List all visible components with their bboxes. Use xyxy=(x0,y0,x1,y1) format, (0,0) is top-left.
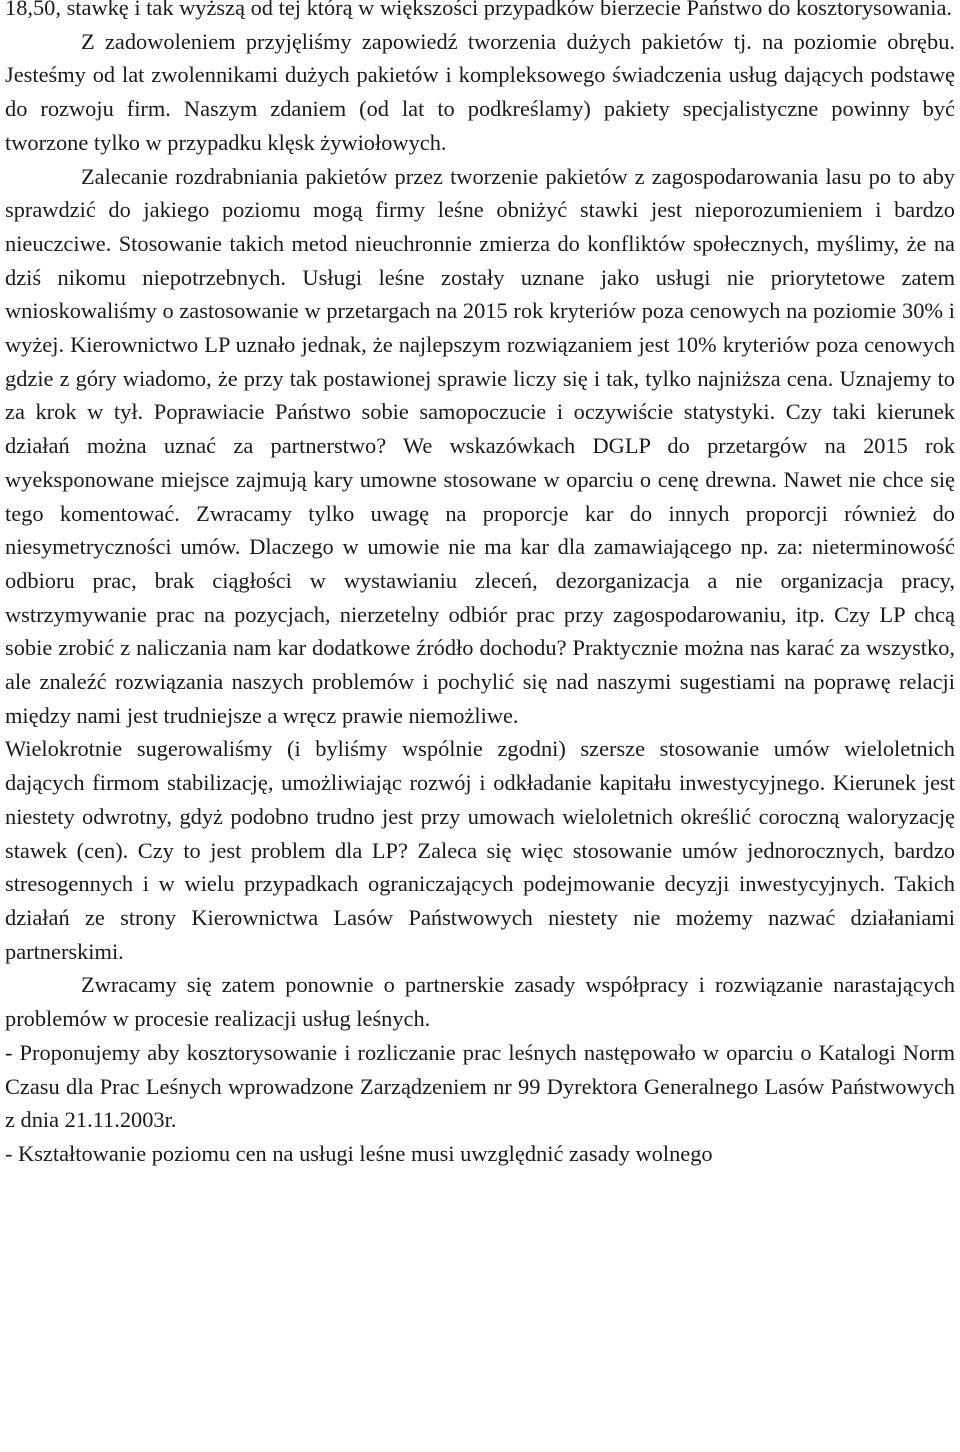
paragraph-2: Z zadowoleniem przyjęliśmy zapowiedź tworzenia dużych pakietów tj. na poziomie obrębu. Jesteśmy od lat zwolennikami dużych pakietów i kompleksowego świadczenia usług dających podstawę do rozwoju firm. Naszym zdaniem (od lat to podkreślamy) pakiety specjalistyczne powinny być tworzone tylko w przypadku klęsk żywiołowych. xyxy=(5,28,955,155)
paragraph-4: Wielokrotnie sugerowaliśmy (i byliśmy wspólnie zgodni) szersze stosowanie umów wieloletnich dających firmom stabilizację, umożliwiając rozwój i odkładanie kapitału inwestycyjnego. Kierunek jest niestety odwrotny, gdyż podobno trudno jest przy umowach wieloletnich określić coroczną waloryzację stawek (cen). Czy to jest problem dla LP? Zaleca się więc stosowanie umów jednorocznych, bardzo stresogennych i w wielu przypadkach ograniczających podejmowanie decyzji inwestycyjnych. Takich działań ze strony Kierownictwa Lasów Państwowych niestety nie możemy nazwać działaniami partnerskimi. xyxy=(5,736,955,964)
paragraph-3: Zalecanie rozdrabniania pakietów przez tworzenie pakietów z zagospodarowania lasu po to aby sprawdzić do jakiego poziomu mogą firmy leśne obniżyć stawki jest nieporozumieniem i bardzo nieuczciwe. Stosowanie takich metod nieuchronnie zmierza do konfliktów społecznych, myślimy, że na dziś nikomu niepotrzebnych. Usługi leśne zostały uznane jako usługi nie priorytetowe zatem wnioskowaliśmy o zastosowanie w przetargach na 2015 rok kryteriów poza cenowych na poziomie 30% i wyżej. Kierownictwo LP uznało jednak, że najlepszym rozwiązaniem jest 10% kryteriów poza cenowych gdzie z góry wiadomo, że przy tak postawionej sprawie liczy się i tak, tylko najniższa cena. Uznajemy to za krok w tył. Poprawiacie Państwo sobie samopoczucie i oczywiście statystyki. Czy taki kierunek działań można uznać za partnerstwo? We wskazówkach DGLP do przetargów na 2015 rok wyeksponowane miejsce zajmują kary umowne stosowane w oparciu o cenę drewna. Nawet nie chce się tego komentować. Zwracamy tylko uwagę na proporcje kar do innych proporcji również do niesymetryczności umów. Dlaczego w umowie nie ma kar dla zamawiającego np. za: nieterminowość odbioru prac, brak ciągłości w wystawianiu zleceń, dezorganizacja a nie organizacja pracy, wstrzymywanie prac na pozycjach, nierzetelny odbiór prac przy zagospodarowaniu, itp. Czy LP chcą sobie zrobić z naliczania nam kar dodatkowe źródło dochodu? Praktycznie można nas karać za wszystko, ale znaleźć rozwiązania naszych problemów i pochylić się nad naszymi sugestiami na poprawę relacji między nami jest trudniejsze a wręcz prawie niemożliwe. xyxy=(5,163,955,728)
paragraph-5: Zwracamy się zatem ponownie o partnerskie zasady współpracy i rozwiązanie narastających problemów w procesie realizacji usług leśnych. xyxy=(5,972,955,1032)
paragraph-1: 18,50, stawkę i tak wyższą od tej którą w większości przypadków bierzecie Państwo do kosztorysowania. xyxy=(5,0,952,20)
paragraph-7: - Kształtowanie poziomu cen na usługi leśne musi uwzględnić zasady wolnego xyxy=(5,1140,713,1166)
paragraph-6: - Proponujemy aby kosztorysowanie i rozliczanie prac leśnych następowało w oparciu o Katalogi Norm Czasu dla Prac Leśnych wprowadzone Zarządzeniem nr 99 Dyrektora Generalnego Lasów Państwowych z dnia 21.11.2003r. xyxy=(5,1039,955,1133)
document-body xyxy=(5,0,955,1171)
